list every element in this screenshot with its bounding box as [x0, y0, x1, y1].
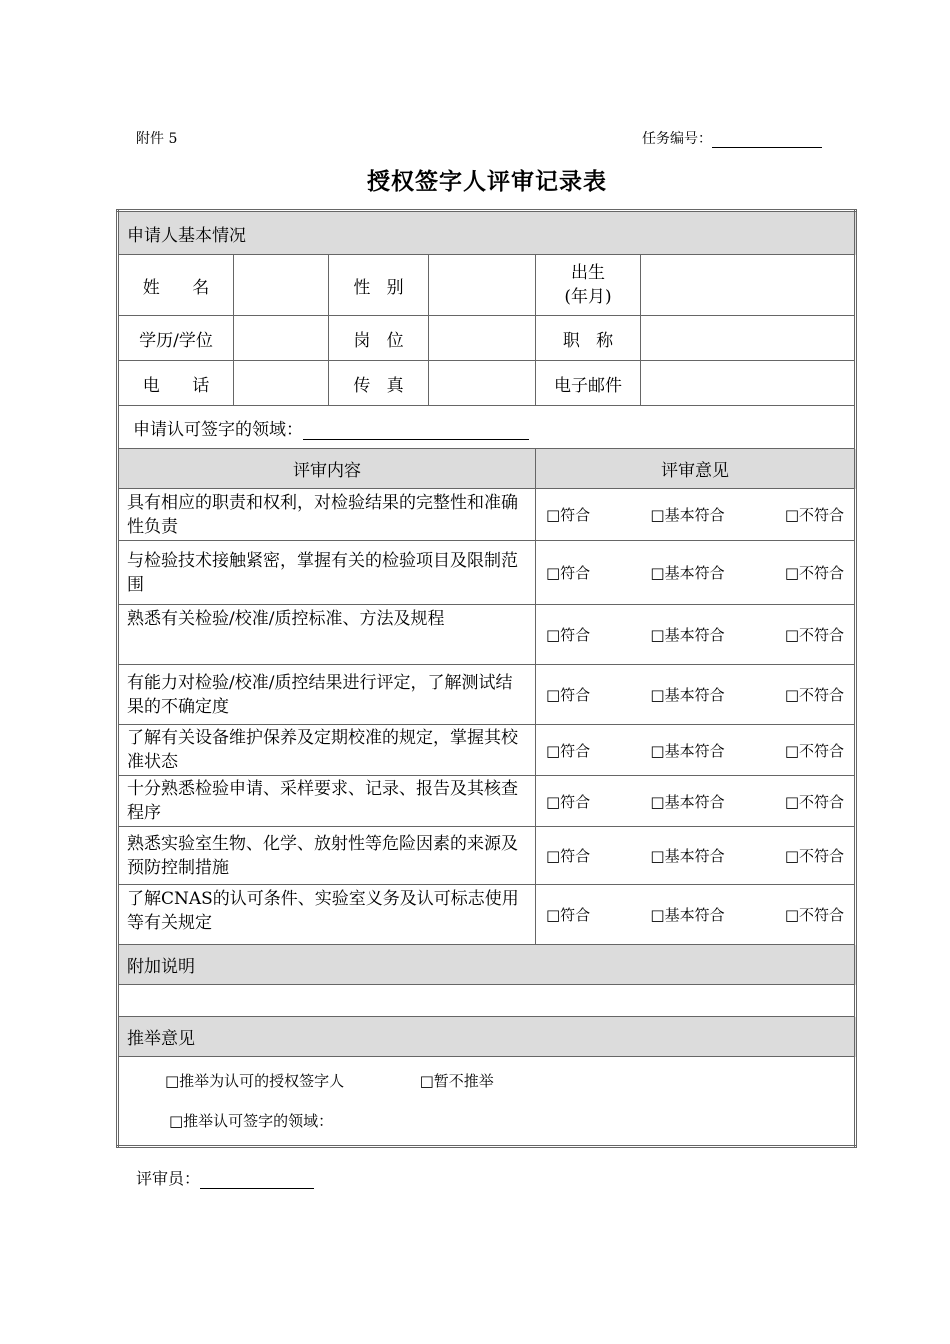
option-conform[interactable]: □符合 — [546, 906, 591, 924]
review-item: 有能力对检验/校准/质控结果进行评定，了解测试结果的不确定度 — [118, 665, 536, 725]
reviewer-signature-field[interactable] — [200, 1172, 314, 1189]
page-title: 授权签字人评审记录表 — [367, 169, 607, 195]
option-conform[interactable]: □符合 — [546, 564, 591, 582]
task-number — [642, 128, 822, 148]
recommendation-title: 推举意见 — [118, 1017, 856, 1057]
birth-label — [536, 255, 641, 316]
option-basic-conform[interactable]: □基本符合 — [650, 906, 725, 924]
option-basic-conform[interactable]: □基本符合 — [650, 686, 725, 704]
birth-label-line1: 出生 — [571, 263, 605, 283]
phone-field[interactable] — [234, 361, 329, 406]
gender-field[interactable] — [429, 255, 536, 316]
option-basic-conform[interactable]: □基本符合 — [650, 626, 725, 644]
option-conform[interactable]: □符合 — [546, 626, 591, 644]
review-item: 了解有关设备维护保养及定期校准的规定，掌握其校准状态 — [118, 725, 536, 776]
post-field[interactable] — [429, 316, 536, 361]
option-nonconform[interactable]: □不符合 — [784, 686, 844, 704]
review-options — [536, 489, 856, 541]
applicant-section-title: 申请人基本情况 — [118, 211, 856, 255]
post-label: 岗 位 — [329, 316, 429, 361]
signing-field-input[interactable] — [303, 423, 529, 440]
option-conform[interactable]: □符合 — [546, 847, 591, 865]
option-conform[interactable]: □符合 — [546, 686, 591, 704]
review-options — [536, 665, 856, 725]
option-conform[interactable]: □符合 — [546, 506, 591, 524]
option-basic-conform[interactable]: □基本符合 — [650, 506, 725, 524]
email-label: 电子邮件 — [536, 361, 641, 406]
review-content-header: 评审内容 — [118, 449, 536, 489]
option-nonconform[interactable]: □不符合 — [784, 906, 844, 924]
option-basic-conform[interactable]: □基本符合 — [650, 741, 725, 760]
review-item: 熟悉有关检验/校准/质控标准、方法及规程 — [118, 605, 536, 665]
option-conform[interactable]: □符合 — [546, 741, 591, 760]
review-item: 十分熟悉检验申请、采样要求、记录、报告及其核查程序 — [118, 776, 536, 827]
task-number-label: 任务编号： — [642, 131, 712, 147]
name-field[interactable] — [234, 255, 329, 316]
birth-label-line2: (年月) — [564, 287, 612, 307]
reviewer-row — [136, 1166, 314, 1189]
phone-label: 电 话 — [118, 361, 234, 406]
option-nonconform[interactable]: □不符合 — [784, 626, 844, 644]
review-options — [536, 725, 856, 776]
review-options — [536, 605, 856, 665]
option-basic-conform[interactable]: □基本符合 — [650, 792, 725, 811]
review-item: 了解CNAS的认可条件、实验室义务及认可标志使用等有关规定 — [118, 885, 536, 945]
review-form-table — [116, 209, 857, 1148]
option-nonconform[interactable]: □不符合 — [784, 741, 844, 760]
option-nonconform[interactable]: □不符合 — [784, 506, 844, 524]
review-item: 熟悉实验室生物、化学、放射性等危险因素的来源及预防控制措施 — [118, 827, 536, 885]
name-label: 姓 名 — [118, 255, 234, 316]
review-options — [536, 776, 856, 827]
review-item: 与检验技术接触紧密，掌握有关的检验项目及限制范围 — [118, 541, 536, 605]
gender-label: 性 别 — [329, 255, 429, 316]
attachment-label: 附件 5 — [136, 131, 178, 147]
reviewer-label: 评审员： — [136, 1169, 201, 1188]
email-field[interactable] — [641, 361, 856, 406]
option-nonconform[interactable]: □不符合 — [784, 792, 844, 811]
additional-notes-title: 附加说明 — [118, 945, 856, 985]
review-options — [536, 885, 856, 945]
option-recommend-field[interactable]: □推举认可签字的领域： — [169, 1112, 334, 1130]
signing-field-label: 申请认可签字的领域： — [133, 419, 303, 440]
recommendation-body — [118, 1057, 856, 1147]
option-nonconform[interactable]: □不符合 — [784, 564, 844, 582]
review-opinion-header: 评审意见 — [536, 449, 856, 489]
option-recommend-signatory[interactable]: □推举为认可的授权签字人 — [165, 1072, 345, 1090]
birth-field[interactable] — [641, 255, 856, 316]
option-conform[interactable]: □符合 — [546, 792, 591, 811]
signing-field-row — [118, 406, 856, 449]
review-options — [536, 541, 856, 605]
task-number-field[interactable] — [712, 133, 822, 148]
option-hold-recommendation[interactable]: □暂不推举 — [419, 1072, 494, 1090]
education-label: 学历/学位 — [118, 316, 234, 361]
fax-field[interactable] — [429, 361, 536, 406]
additional-notes-field[interactable] — [118, 985, 856, 1017]
job-title-label: 职 称 — [536, 316, 641, 361]
education-field[interactable] — [234, 316, 329, 361]
review-item: 具有相应的职责和权利，对检验结果的完整性和准确性负责 — [118, 489, 536, 541]
option-basic-conform[interactable]: □基本符合 — [650, 847, 725, 865]
option-basic-conform[interactable]: □基本符合 — [650, 564, 725, 582]
option-nonconform[interactable]: □不符合 — [784, 847, 844, 865]
fax-label: 传 真 — [329, 361, 429, 406]
job-title-field[interactable] — [641, 316, 856, 361]
review-options — [536, 827, 856, 885]
